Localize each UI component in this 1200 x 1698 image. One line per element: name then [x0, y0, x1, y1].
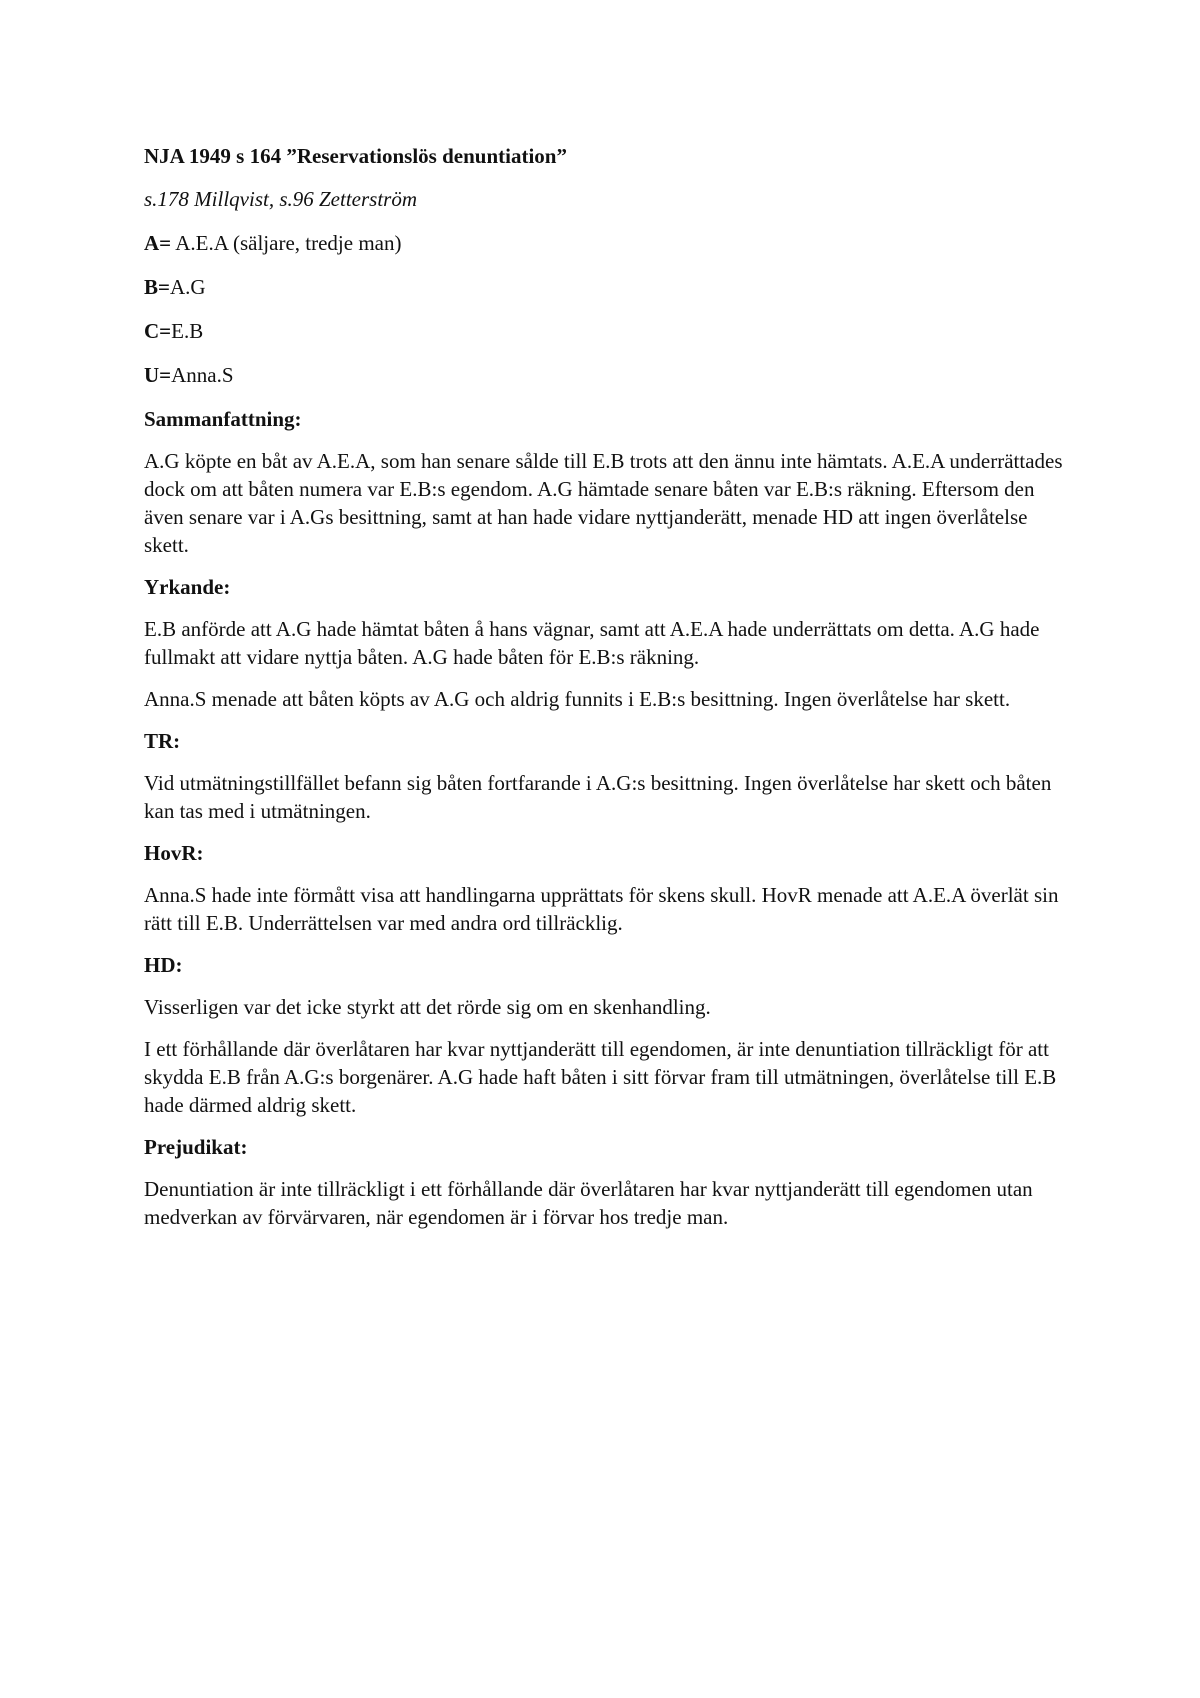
section-paragraph: Anna.S menade att båten köpts av A.G och aldrig funnits i E.B:s besittning. Ingen överlåtelse har skett. [144, 687, 1011, 711]
section-paragraph: A.G köpte en båt av A.E.A, som han senare sålde till E.B trots att den ännu inte hämtats. A.E.A underrättades dock om att båten numera var E.B:s egendom. A.G hämtade senare båten var E.B:s räkning. Eftersom den även senare var i A.Gs besittning, samt at han hade vidare nyttjanderätt, menade HD att ingen överlåtelse skett. [144, 449, 1063, 557]
party-b [144, 273, 1064, 301]
document-page [144, 142, 1064, 1245]
party-a [144, 229, 1064, 257]
section-heading-tr: TR: [144, 729, 181, 753]
section-heading-prejudikat: Prejudikat: [144, 1135, 248, 1159]
section-paragraph: Denuntiation är inte tillräckligt i ett förhållande där överlåtaren har kvar nyttjanderätt till egendomen utan medverkan av förvärvaren, när egendomen är i förvar hos tredje man. [144, 1177, 1033, 1229]
section-heading-hovr: HovR: [144, 841, 204, 865]
party-value: A.E.A (säljare, tredje man) [171, 231, 402, 255]
party-key: C= [144, 319, 172, 343]
section-paragraph: Visserligen var det icke styrkt att det rörde sig om en skenhandling. [144, 995, 711, 1019]
section-paragraph: E.B anförde att A.G hade hämtat båten å hans vägnar, samt att A.E.A hade underrättats om detta. A.G hade fullmakt att vidare nyttja båten. A.G hade båten för E.B:s räkning. [144, 617, 1040, 669]
section-paragraph: Anna.S hade inte förmått visa att handlingarna upprättats för skens skull. HovR menade att A.E.A överlät sin rätt till E.B. Underrättelsen var med andra ord tillräcklig. [144, 883, 1059, 935]
party-c [144, 317, 1064, 345]
party-value: Anna.S [171, 363, 234, 387]
section-heading-yrkande: Yrkande: [144, 575, 231, 599]
section-paragraph: I ett förhållande där överlåtaren har kvar nyttjanderätt till egendomen, är inte denuntiation tillräckligt för att skydda E.B från A.G:s borgenärer. A.G hade haft båten i sitt förvar fram till utmätningen, överlåtelse till E.B hade därmed aldrig skett. [144, 1037, 1057, 1117]
literature-reference: s.178 Millqvist, s.96 Zetterström [144, 187, 418, 211]
party-u [144, 361, 1064, 389]
party-key: A= [144, 231, 172, 255]
party-key: U= [144, 363, 172, 387]
section-paragraph: Vid utmätningstillfället befann sig båten fortfarande i A.G:s besittning. Ingen överlåtelse har skett och båten kan tas med i utmätningen. [144, 771, 1052, 823]
document-title: NJA 1949 s 164 ”Reservationslös denuntiation” [144, 144, 567, 168]
party-key: B= [144, 275, 170, 299]
party-value: E.B [171, 319, 204, 343]
party-value: A.G [169, 275, 206, 299]
section-heading-hd: HD: [144, 953, 183, 977]
section-heading-sammanfattning: Sammanfattning: [144, 407, 302, 431]
